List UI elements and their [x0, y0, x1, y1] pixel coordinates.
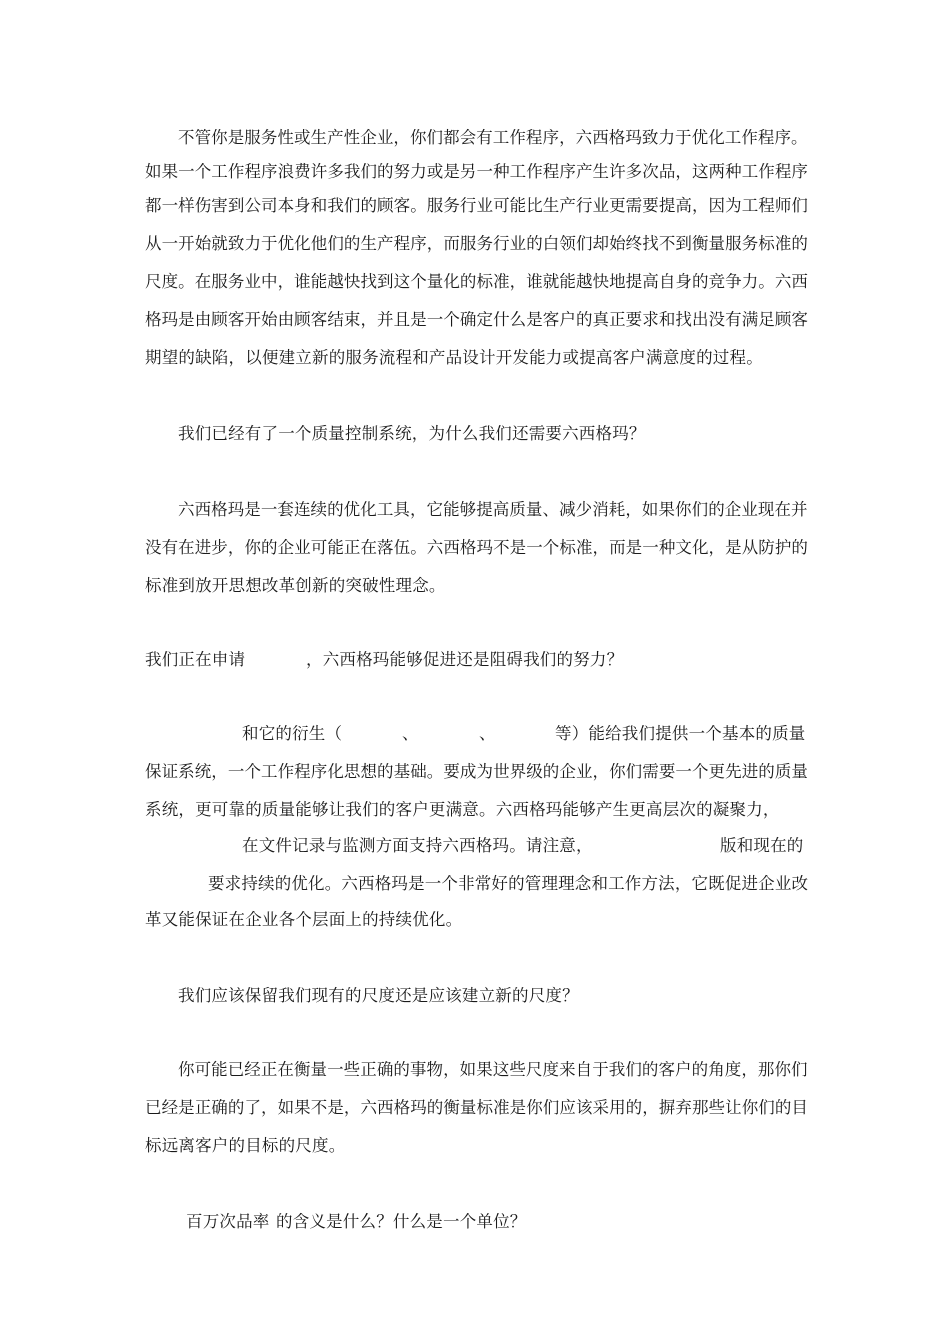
paragraph-3-line-1-part-c: 、: [479, 724, 496, 743]
paragraph-1-line-7: 期望的缺陷，以便建立新的服务流程和产品设计开发能力或提高客户满意度的过程。: [145, 348, 763, 367]
paragraph-1-line-1: 不管你是服务性或生产性企业，你们都会有工作程序，六西格玛致力于优化工作程序。: [178, 128, 808, 147]
paragraph-4-line-1: 你可能已经正在衡量一些正确的事物，如果这些尺度来自于我们的客户的角度，那你们: [178, 1060, 808, 1079]
paragraph-2-line-3: 标准到放开思想改革创新的突破性理念。: [145, 576, 446, 595]
paragraph-3-line-1-part-a: 和它的衍生（: [242, 724, 343, 743]
paragraph-3-line-6: 革又能保证在企业各个层面上的持续优化。: [145, 910, 463, 929]
question-4-part-a: 百万次品率: [186, 1212, 270, 1231]
paragraph-3-line-1-part-d: 等）能给我们提供一个基本的质量: [555, 724, 806, 743]
paragraph-1-line-4: 从一开始就致力于优化他们的生产程序，而服务行业的白领们却始终找不到衡量服务标准的: [145, 234, 808, 253]
paragraph-3-line-3: 系统，更可靠的质量能够让我们的客户更满意。六西格玛能够产生更高层次的凝聚力，: [145, 800, 780, 819]
paragraph-3-line-1-part-b: 、: [402, 724, 419, 743]
paragraph-2-line-1: 六西格玛是一套连续的优化工具，它能够提高质量、减少消耗，如果你们的企业现在并: [178, 500, 808, 519]
question-3: 我们应该保留我们现有的尺度还是应该建立新的尺度？: [178, 986, 579, 1005]
question-2-part-a: 我们正在申请: [145, 650, 246, 669]
question-1: 我们已经有了一个质量控制系统，为什么我们还需要六西格玛？: [178, 424, 646, 443]
question-2-part-b: ，六西格玛能够促进还是阻碍我们的努力？: [306, 650, 624, 669]
paragraph-3-line-2: 保证系统，一个工作程序化思想的基础。要成为世界级的企业，你们需要一个更先进的质量: [145, 762, 808, 781]
paragraph-3-line-4-part-b: 版和现在的: [720, 836, 804, 855]
paragraph-2-line-2: 没有在进步，你的企业可能正在落伍。六西格玛不是一个标准，而是一种文化，是从防护的: [145, 538, 808, 557]
paragraph-4-line-2: 已经是正确的了，如果不是，六西格玛的衡量标准是你们应该采用的，摒弃那些让你们的目: [145, 1098, 808, 1117]
paragraph-1-line-5: 尺度。在服务业中，谁能越快找到这个量化的标准，谁就能越快地提高自身的竞争力。六西: [145, 272, 808, 291]
paragraph-3-line-5: 要求持续的优化。六西格玛是一个非常好的管理理念和工作方法，它既促进企业改: [208, 874, 809, 893]
paragraph-1-line-3: 都一样伤害到公司本身和我们的顾客。服务行业可能比生产行业更需要提高，因为工程师们: [145, 196, 808, 215]
paragraph-3-line-4-part-a: 在文件记录与监测方面支持六西格玛。请注意，: [242, 836, 593, 855]
paragraph-4-line-3: 标远离客户的目标的尺度。: [145, 1136, 346, 1155]
paragraph-1-line-2: 如果一个工作程序浪费许多我们的努力或是另一种工作程序产生许多次品，这两种工作程序: [145, 162, 808, 181]
question-4-part-b: 的含义是什么？什么是一个单位？: [276, 1212, 527, 1231]
paragraph-1-line-6: 格玛是由顾客开始由顾客结束，并且是一个确定什么是客户的真正要求和找出没有满足顾客: [145, 310, 808, 329]
